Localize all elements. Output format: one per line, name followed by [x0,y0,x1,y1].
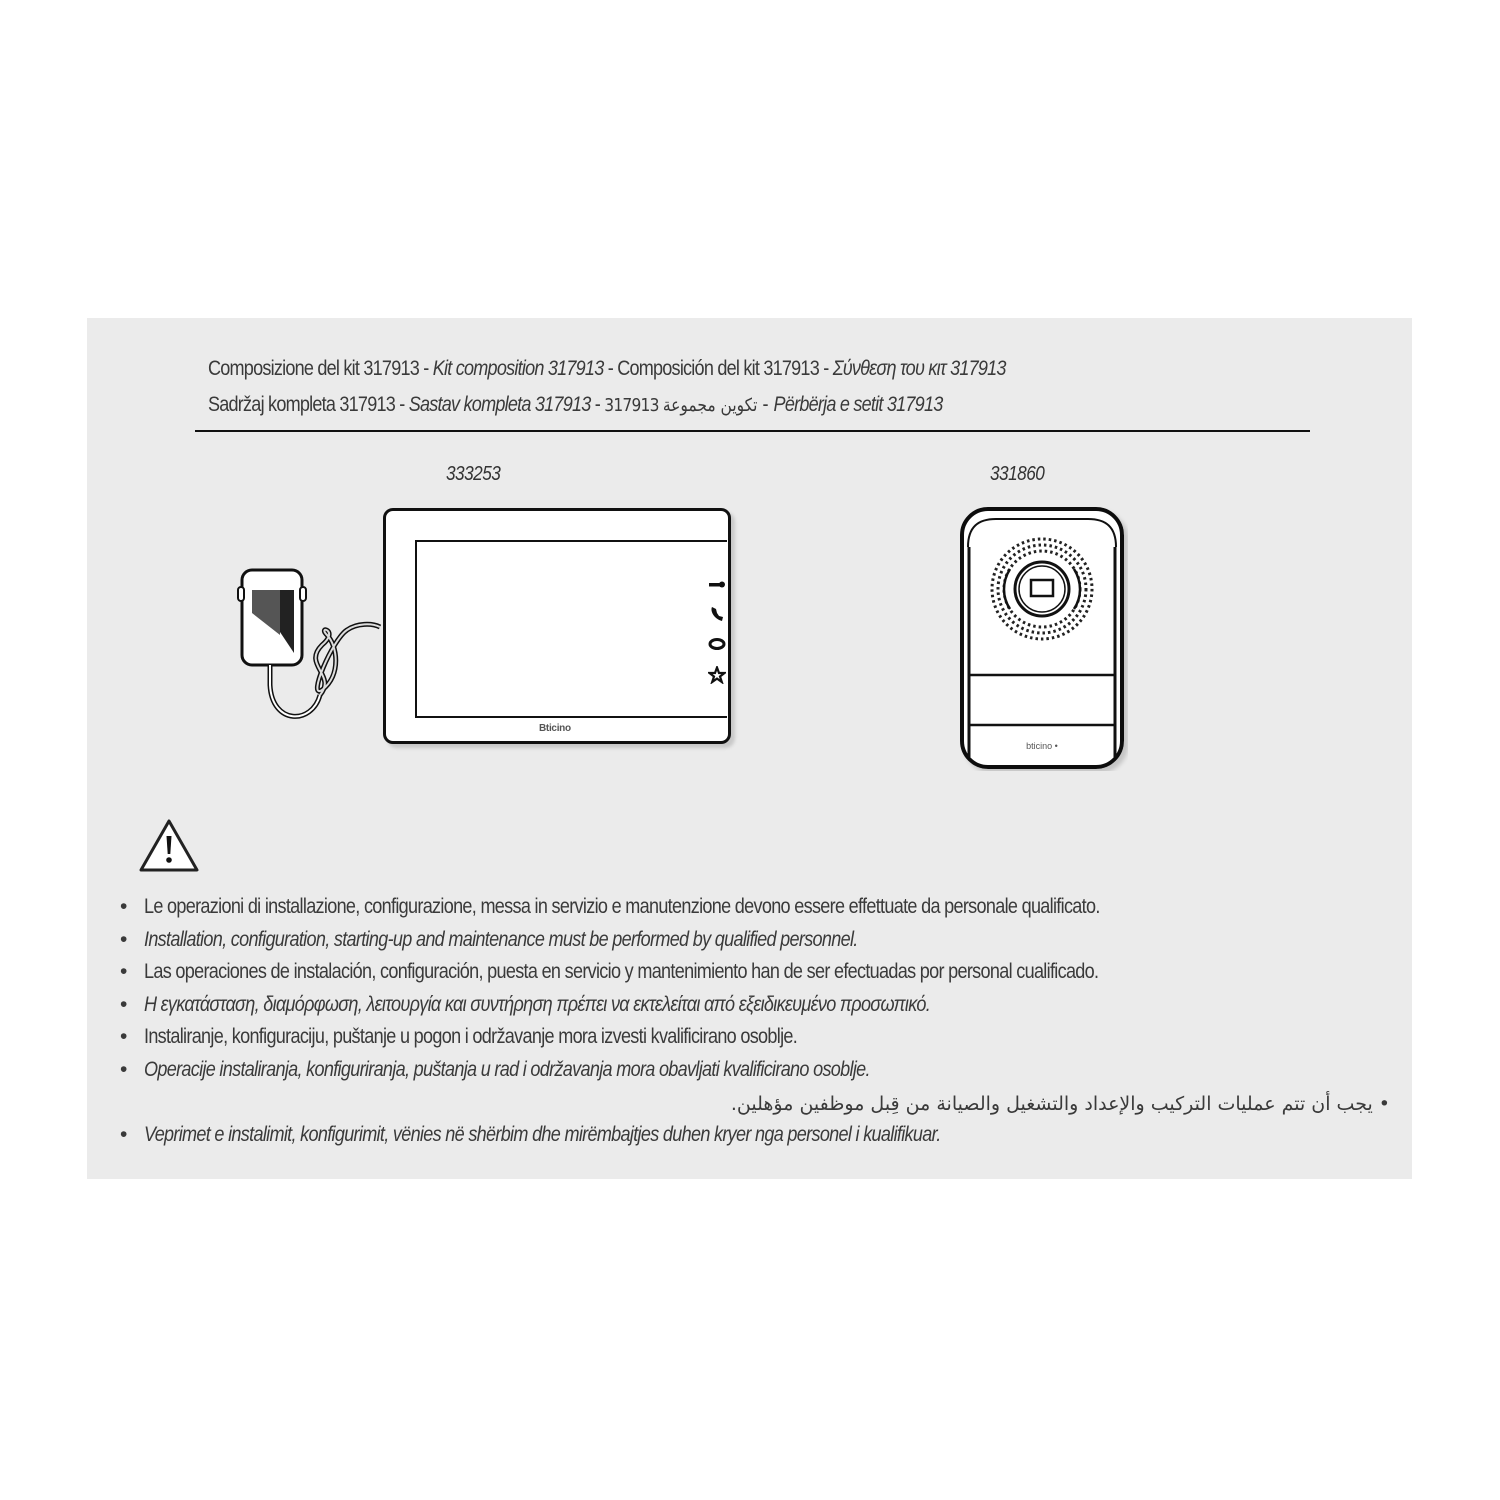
separator: - [818,357,833,380]
key-icon [708,576,726,594]
header-sr: Sastav kompleta 317913 [408,393,591,416]
bullet: • [120,895,127,918]
header-divider [195,430,1310,432]
bullet: • [120,1122,127,1146]
bullet: • [120,992,127,1016]
bullet: • [120,1057,127,1081]
phone-icon [708,605,726,623]
header-en: Kit composition 317913 [432,357,604,380]
product-code-monitor: 333253 [446,463,501,485]
header-line-2 [208,393,942,417]
separator: - [757,393,774,416]
door-entry-panel-331860 [960,507,1128,771]
door-panel-brand: bticino • [1026,741,1058,751]
notice-text: Operacije instaliranja, konfiguriranja, puštanja u rad i održavanja mora obavljati kvalificirano osoblje. [144,1057,870,1081]
monitor-screen [415,540,727,718]
notice-text: Instaliranje, konfiguraciju, puštanje u pogon i održavanje mora izvesti kvalificirano osoblje. [144,1025,798,1048]
separator: - [603,357,618,380]
monitor-brand-logo: Bticino [539,723,571,734]
notice-text: Le operazioni di installazione, configurazione, messa in servizio e manutenzione devono essere effettuate da personale qualificato. [144,895,1100,918]
notice-text: Las operaciones de instalación, configuración, puesta en servicio y mantenimiento han de ser efectuadas por personal cualificado. [144,960,1099,983]
eye-icon [708,635,726,653]
separator: - [590,393,605,416]
notice-ar: • يجب أن تتم عمليات التركيب والإعداد والتشغيل والصيانة من قِبل موظفين مؤهلين. [730,1093,1390,1115]
header-ar: 317913 تكوين مجموعة [604,395,758,416]
kit-composition-panel [87,318,1412,1179]
star-icon [708,666,726,684]
header-it: Composizione del kit 317913 - [208,357,433,380]
notice-text: Veprimet e instalimit, konfigurimit, vënies në shërbim dhe mirëmbajtjes duhen kryer nga personel i kualifikuar. [144,1122,941,1146]
warning-triangle-icon [138,818,200,874]
bullet: • [120,927,127,951]
header-hr: Sadržaj kompleta 317913 - [208,393,409,416]
header-sq: Përbërja e setit 317913 [773,393,943,416]
product-code-door-panel: 331860 [990,463,1045,485]
video-monitor-333253 [383,508,731,744]
power-adapter-icon [222,565,387,735]
header-es: Composición del kit 317913 [617,357,819,380]
bullet: • [120,1025,127,1048]
bullet: • [120,960,127,983]
header-line-1 [208,357,1006,381]
notice-text: Η εγκατάσταση, διαμόρφωση, λειτουργία και συντήρηση πρέπει να εκτελείται από εξειδικευμένο προσωπικό. [144,992,931,1016]
notice-text: Installation, configuration, starting-up and maintenance must be performed by qualified personnel. [144,927,858,951]
header-el: Σύνθεση του κιτ 317913 [832,357,1006,380]
